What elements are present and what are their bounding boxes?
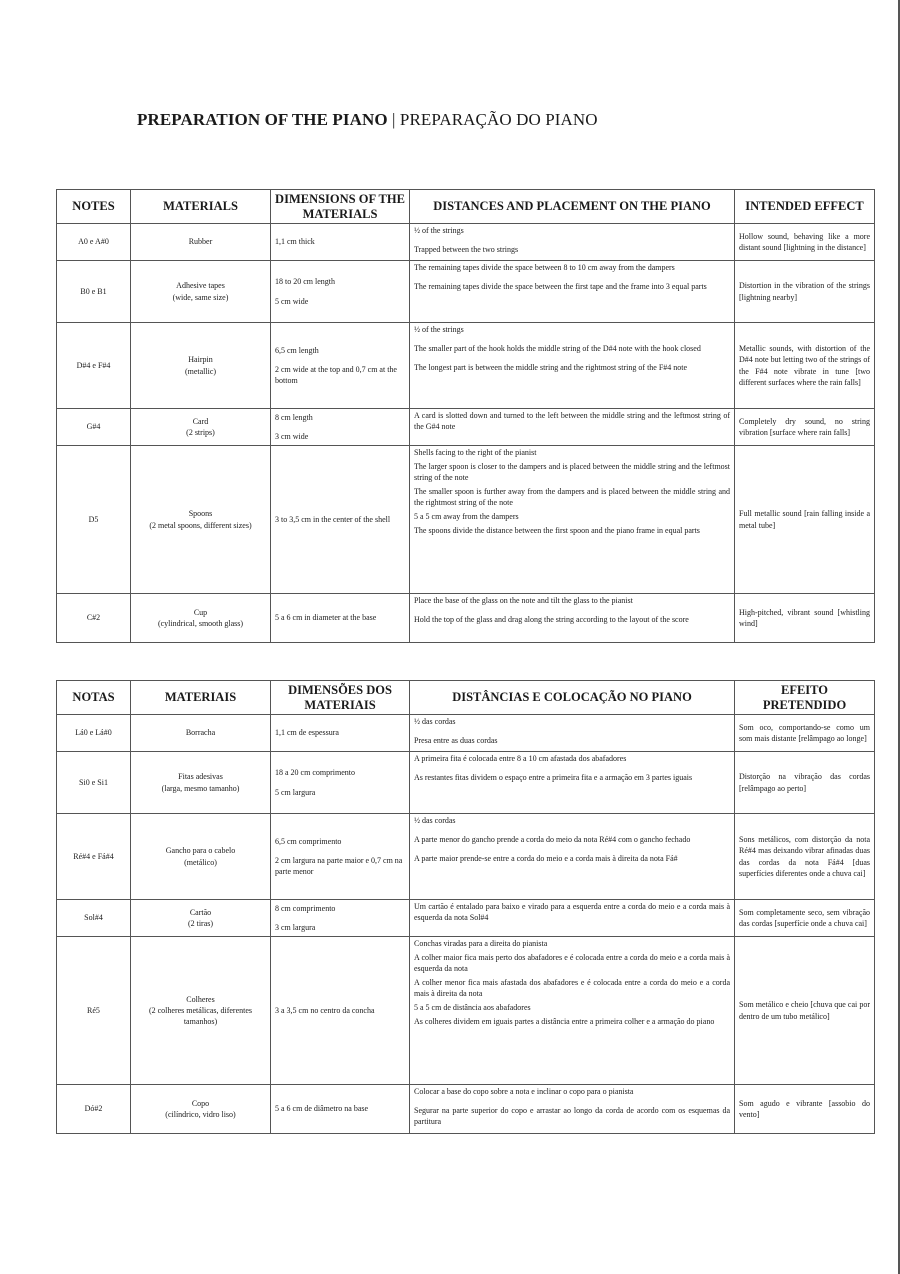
- material-line: (cylindrical, smooth glass): [157, 619, 244, 628]
- note-cell: Ré#4 e Fá#4: [57, 814, 131, 900]
- note-cell: Si0 e Si1: [57, 752, 131, 814]
- placement-cell: [410, 937, 735, 1085]
- material-cell: [131, 594, 271, 643]
- placement-cell: [410, 446, 735, 594]
- table-row: [57, 715, 875, 752]
- note-cell: G#4: [57, 409, 131, 446]
- placement-cell: [410, 1085, 735, 1134]
- dimensions-cell-line: 18 to 20 cm length: [275, 277, 335, 287]
- header-efeito: EFEITO PRETENDIDO: [735, 681, 875, 715]
- dimensions-cell-line: 5 cm largura: [275, 787, 316, 797]
- effect-cell: Distortion in the vibration of the strings [lightning nearby]: [735, 261, 875, 323]
- dimensions-cell-line: 5 a 6 cm in diameter at the base: [275, 613, 377, 623]
- placement-cell-line: The spoons divide the distance between the first spoon and the piano frame in equal parts: [414, 526, 700, 536]
- note-cell: B0 e B1: [57, 261, 131, 323]
- dimensions-cell-line: 8 cm length: [275, 412, 313, 422]
- placement-cell-line: The larger spoon is closer to the dampers and is placed between the middle string and the leftmost string of the note: [414, 462, 730, 483]
- placement-cell-line: ½ das cordas: [414, 816, 456, 825]
- placement-cell-line: 5 a 5 cm away from the dampers: [414, 512, 519, 522]
- placement-cell-line: The smaller part of the hook holds the middle string of the D#4 note with the hook closed: [414, 344, 701, 354]
- placement-cell-line: 5 a 5 cm de distância aos abafadores: [414, 1003, 531, 1013]
- placement-cell-line: A colher menor fica mais afastada dos abafadores e é colocada entre a corda do meio e a corda mais à direita da nota: [414, 978, 730, 999]
- dimensions-cell: [271, 261, 410, 323]
- material-line: Hairpin: [188, 355, 213, 365]
- note-cell: C#2: [57, 594, 131, 643]
- dimensions-cell-line: 3 cm largura: [275, 923, 316, 932]
- placement-cell-line: A parte menor do gancho prende a corda do meio da nota Ré#4 com o gancho fechado: [414, 835, 691, 845]
- dimensions-cell-line: 5 cm wide: [275, 296, 309, 306]
- material-line: Rubber: [188, 237, 213, 247]
- effect-cell: Som agudo e vibrante [assobio do vento]: [735, 1085, 875, 1134]
- placement-cell: [410, 323, 735, 409]
- material-line: (2 strips): [186, 428, 215, 437]
- table-row: [57, 814, 875, 900]
- table-row: [57, 1085, 875, 1134]
- placement-cell: [410, 409, 735, 446]
- placement-cell-line: The smaller spoon is further away from the dampers and is placed between the middle string and the rightmost string of the note: [414, 487, 730, 508]
- dimensions-cell-line: 2 cm largura na parte maior e 0,7 cm na parte menor: [275, 855, 403, 877]
- material-line: Cup: [193, 607, 208, 617]
- material-line: Cartão: [189, 907, 212, 917]
- placement-cell: [410, 715, 735, 752]
- placement-cell: [410, 814, 735, 900]
- table-row: [57, 261, 875, 323]
- placement-cell-line: ½ of the strings: [414, 325, 464, 334]
- header-placement: DISTANCES AND PLACEMENT ON THE PIANO: [410, 190, 735, 224]
- material-line: (2 tiras): [187, 919, 214, 928]
- dimensions-cell: [271, 1085, 410, 1134]
- placement-cell: [410, 900, 735, 937]
- material-line: Colheres: [186, 994, 215, 1004]
- effect-cell: Completely dry sound, no string vibration [surface where rain falls]: [735, 409, 875, 446]
- material-cell: [131, 814, 271, 900]
- placement-cell-line: Shells facing to the right of the pianist: [414, 448, 537, 457]
- placement-cell-line: ½ of the strings: [414, 226, 464, 235]
- dimensions-cell: [271, 715, 410, 752]
- table-row: [57, 446, 875, 594]
- material-cell: [131, 323, 271, 409]
- material-cell: [131, 715, 271, 752]
- note-cell: Ré5: [57, 937, 131, 1085]
- title-portuguese: PREPARAÇÃO DO PIANO: [399, 110, 598, 129]
- header-dimensoes: DIMENSÕES DOS MATERIAIS: [271, 681, 410, 715]
- material-line: Spoons: [188, 509, 213, 519]
- dimensions-cell-line: 6,5 cm length: [275, 345, 319, 355]
- material-line: Adhesive tapes: [176, 281, 225, 291]
- placement-cell: [410, 752, 735, 814]
- material-cell: [131, 261, 271, 323]
- effect-cell: High-pitched, vibrant sound [whistling wind]: [735, 594, 875, 643]
- effect-cell: Som oco, comportando-se como um som mais distante [relâmpago ao longe]: [735, 715, 875, 752]
- dimensions-cell-line: 18 a 20 cm comprimento: [275, 768, 355, 778]
- effect-cell: Hollow sound, behaving like a more distant sound [lightning in the distance]: [735, 224, 875, 261]
- dimensions-cell-line: 5 a 6 cm de diâmetro na base: [275, 1104, 369, 1114]
- material-line: Card: [192, 416, 209, 426]
- placement-cell-line: Trapped between the two strings: [414, 245, 519, 255]
- dimensions-cell: [271, 752, 410, 814]
- material-line: (metallic): [184, 366, 217, 376]
- header-dimensions: DIMENSIONS OF THE MATERIALS: [271, 190, 410, 224]
- header-materials: MATERIALS: [131, 190, 271, 224]
- effect-cell: Distorção na vibração das cordas [relâmpago ao perto]: [735, 752, 875, 814]
- placement-cell-line: The longest part is between the middle string and the rightmost string of the F#4 note: [414, 363, 688, 373]
- table-row: [57, 323, 875, 409]
- placement-cell-line: A card is slotted down and turned to the left between the middle string and the leftmost string of the G#4 note: [414, 411, 730, 432]
- material-line: (cilíndrico, vidro liso): [165, 1110, 236, 1119]
- dimensions-cell: [271, 594, 410, 643]
- material-cell: [131, 900, 271, 937]
- effect-cell: Sons metálicos, com distorção da nota Ré#4 mas deixando vibrar afinadas duas das cordas da nota Fá#4 [duas superfícies diferentes onde a chuva cai]: [735, 814, 875, 900]
- header-effect: INTENDED EFFECT: [735, 190, 875, 224]
- dimensions-cell-line: 3 cm wide: [275, 432, 309, 441]
- note-cell: A0 e A#0: [57, 224, 131, 261]
- header-notas: NOTAS: [57, 681, 131, 715]
- placement-cell-line: Conchas viradas para a direita do pianista: [414, 939, 548, 948]
- material-line: Gancho para o cabelo: [165, 846, 236, 856]
- note-cell: Lá0 e Lá#0: [57, 715, 131, 752]
- dimensions-cell: [271, 814, 410, 900]
- effect-cell: Metallic sounds, with distortion of the D#4 note but letting two of the strings of the F#4 note vibrate in tune [two different surfaces where the rain falls]: [735, 323, 875, 409]
- table-row: [57, 224, 875, 261]
- placement-cell-line: The remaining tapes divide the space between 8 to 10 cm away from the dampers: [414, 263, 675, 272]
- dimensions-cell-line: 8 cm comprimento: [275, 903, 336, 913]
- placement-cell-line: Presa entre as duas cordas: [414, 736, 498, 746]
- material-cell: [131, 937, 271, 1085]
- note-cell: Dó#2: [57, 1085, 131, 1134]
- placement-cell-line: As restantes fitas dividem o espaço entre a primeira fita e a armação em 3 partes iguais: [414, 773, 693, 783]
- title-separator: |: [392, 110, 396, 129]
- effect-cell: Full metallic sound [rain falling inside a metal tube]: [735, 446, 875, 594]
- material-line: (2 metal spoons, different sizes): [149, 520, 252, 530]
- material-cell: [131, 224, 271, 261]
- placement-cell-line: The remaining tapes divide the space between the first tape and the frame into 3 equal parts: [414, 282, 707, 292]
- material-line: (metálico): [184, 857, 217, 867]
- placement-cell-line: Segurar na parte superior do copo e arrastar ao longo da corda de acordo com os esquemas da partitura: [414, 1106, 730, 1127]
- placement-cell: [410, 224, 735, 261]
- material-line: Copo: [191, 1098, 210, 1108]
- placement-cell-line: Hold the top of the glass and drag along the string according to the layout of the score: [414, 615, 689, 625]
- table-body: [57, 224, 875, 643]
- material-cell: [131, 409, 271, 446]
- table-row: [57, 594, 875, 643]
- dimensions-cell-line: 3 a 3,5 cm no centro da concha: [275, 1005, 375, 1015]
- dimensions-cell: [271, 900, 410, 937]
- dimensions-cell: [271, 409, 410, 446]
- dimensions-cell-line: 6,5 cm comprimento: [275, 836, 342, 846]
- note-cell: Sol#4: [57, 900, 131, 937]
- table-header-row: [57, 681, 875, 715]
- dimensions-cell: [271, 446, 410, 594]
- dimensions-cell: [271, 937, 410, 1085]
- dimensions-cell: [271, 323, 410, 409]
- table-row: [57, 409, 875, 446]
- material-line: (wide, same size): [172, 292, 229, 302]
- placement-cell-line: Colocar a base do copo sobre a nota e inclinar o copo para o pianista: [414, 1087, 634, 1096]
- table-row: [57, 900, 875, 937]
- placement-cell: [410, 261, 735, 323]
- effect-cell: Som metálico e cheio [chuva que cai por dentro de um tubo metálico]: [735, 937, 875, 1085]
- placement-cell-line: As colheres dividem em iguais partes a distância entre a primeira colher e a armação do piano: [414, 1017, 715, 1027]
- material-line: (2 colheres metálicas, diferentes tamanhos): [148, 1005, 253, 1027]
- preparation-table-portuguese: [56, 680, 875, 1134]
- effect-cell: Som completamente seco, sem vibração das cordas [superfície onde a chuva cai]: [735, 900, 875, 937]
- placement-cell-line: A primeira fita é colocada entre 8 a 10 cm afastada dos abafadores: [414, 754, 627, 763]
- placement-cell-line: A parte maior prende-se entre a corda do meio e a corda mais à direita da nota Fá#: [414, 854, 678, 864]
- placement-cell: [410, 594, 735, 643]
- note-cell: D#4 e F#4: [57, 323, 131, 409]
- dimensions-cell-line: 1,1 cm de espessura: [275, 728, 339, 738]
- dimensions-cell: [271, 224, 410, 261]
- page-title: [137, 110, 598, 130]
- dimensions-cell-line: 3 to 3,5 cm in the center of the shell: [275, 514, 391, 524]
- table-body: [57, 715, 875, 1134]
- dimensions-cell-line: 1,1 cm thick: [275, 237, 315, 247]
- header-notes: NOTES: [57, 190, 131, 224]
- placement-cell-line: A colher maior fica mais perto dos abafadores e é colocada entre a corda do meio e a corda mais à esquerda da nota: [414, 953, 730, 974]
- placement-cell-line: ½ das cordas: [414, 717, 456, 726]
- material-line: (larga, mesmo tamanho): [161, 783, 240, 793]
- header-materiais: MATERIAIS: [131, 681, 271, 715]
- title-english: PREPARATION OF THE PIANO: [137, 110, 388, 129]
- placement-cell-line: Place the base of the glass on the note and tilt the glass to the pianist: [414, 596, 633, 605]
- table-row: [57, 937, 875, 1085]
- material-line: Borracha: [185, 728, 216, 738]
- header-colocacao: DISTÂNCIAS E COLOCAÇÃO NO PIANO: [410, 681, 735, 715]
- material-line: Fitas adesivas: [178, 772, 223, 782]
- dimensions-cell-line: 2 cm wide at the top and 0,7 cm at the bottom: [275, 364, 397, 386]
- material-cell: [131, 446, 271, 594]
- note-cell: D5: [57, 446, 131, 594]
- placement-cell-line: Um cartão é entalado para baixo e virado para a esquerda entre a corda do meio e a corda mais à esquerda da nota Sol#4: [414, 902, 730, 923]
- preparation-table-english: [56, 189, 875, 643]
- material-cell: [131, 752, 271, 814]
- table-header-row: [57, 190, 875, 224]
- table-row: [57, 752, 875, 814]
- material-cell: [131, 1085, 271, 1134]
